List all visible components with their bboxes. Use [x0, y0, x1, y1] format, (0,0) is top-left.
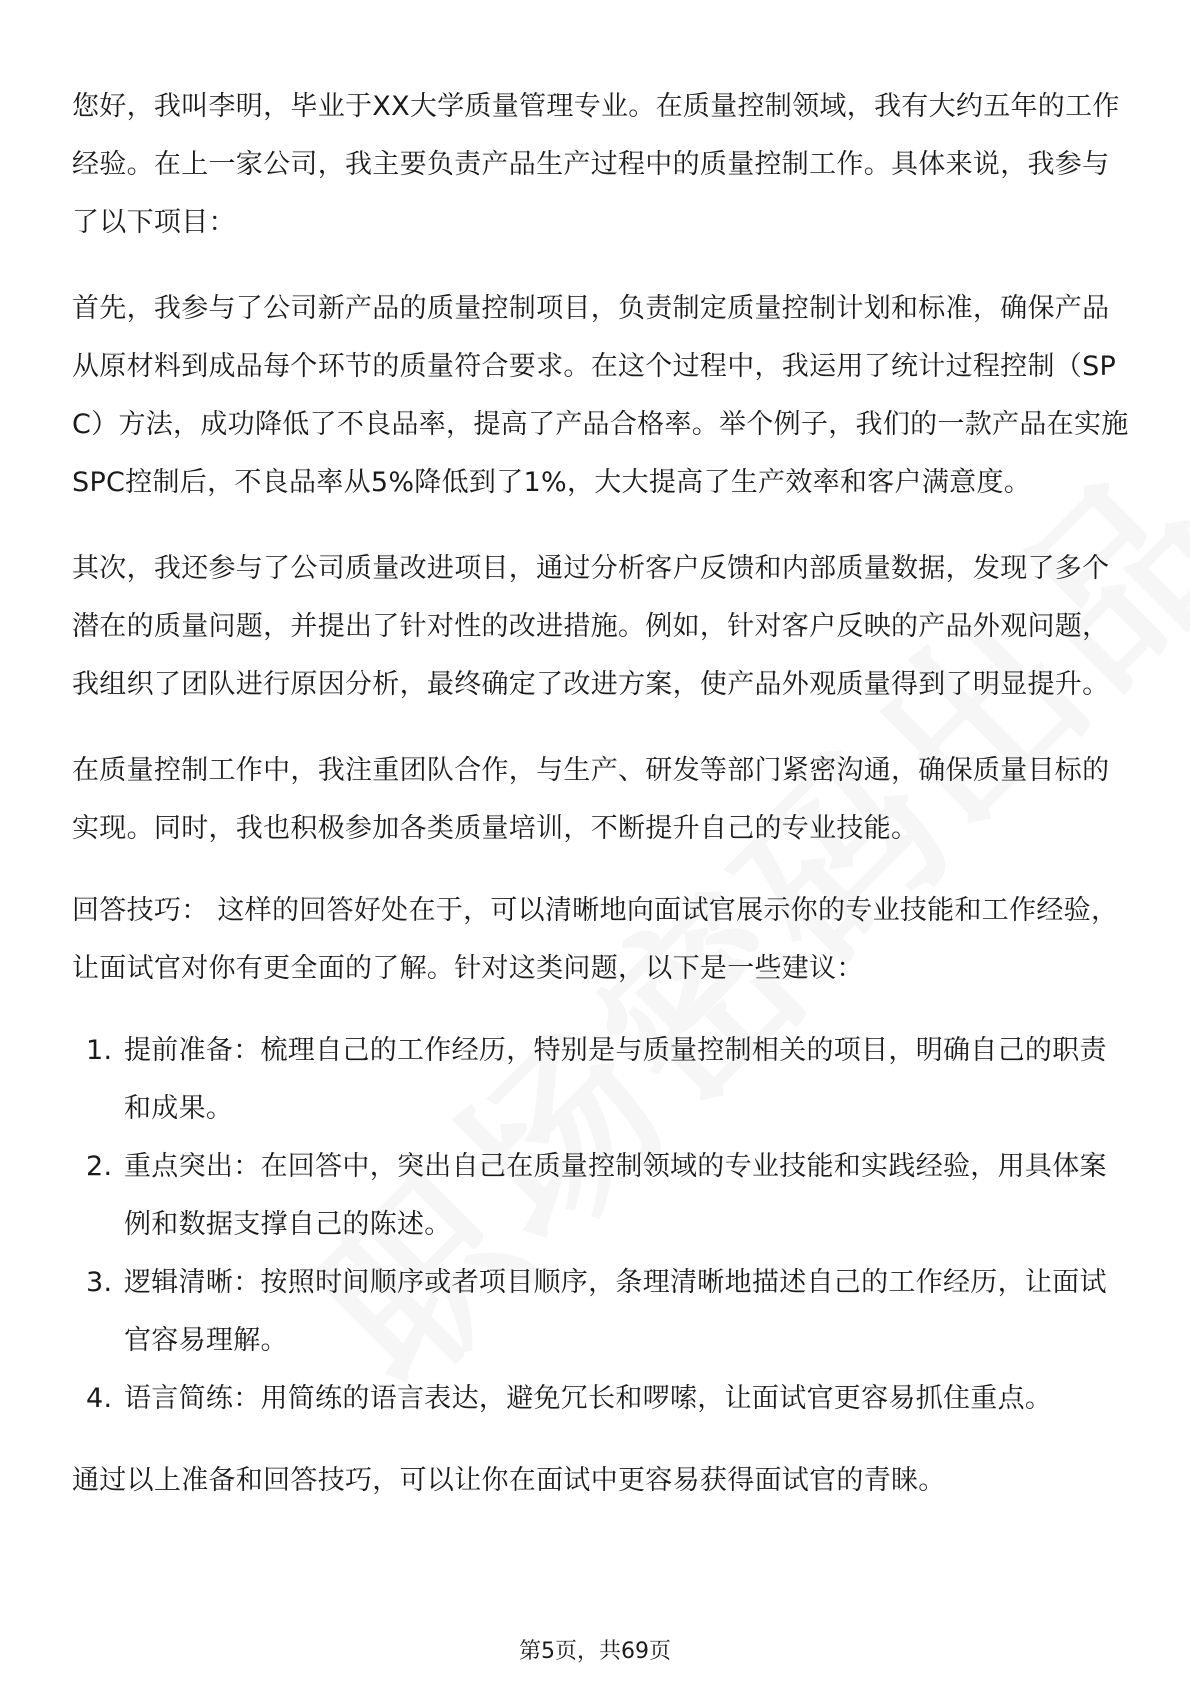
list-item — [72, 1022, 1132, 1138]
project-two-paragraph: 其次，我还参与了公司质量改进项目，通过分析客户反馈和内部质量数据，发现了多个潜在的质量问题，并提出了针对性的改进措施。例如，针对客户反映的产品外观问题，我组织了团队进行原因分析，最终确定了改进方案，使产品外观质量得到了明显提升。 — [72, 553, 1110, 700]
list-number: 3. — [86, 1267, 113, 1298]
closing-paragraph: 通过以上准备和回答技巧，可以让你在面试中更容易获得面试官的青睐。 — [72, 1465, 946, 1496]
intro-paragraph: 您好，我叫李明，毕业于XX大学质量管理专业。在质量控制领域，我有大约五年的工作经验。在上一家公司，我主要负责产品生产过程中的质量控制工作。具体来说，我参与了以下项目： — [72, 91, 1120, 238]
teamwork-paragraph: 在质量控制工作中，我注重团队合作，与生产、研发等部门紧密沟通，确保质量目标的实现。同时，我也积极参加各类质量培训，不断提升自己的专业技能。 — [72, 755, 1110, 844]
document-body — [72, 78, 1132, 1510]
list-item — [72, 1138, 1132, 1254]
page-footer: 第5页，共69页 — [519, 1639, 671, 1664]
list-item-text: 逻辑清晰：按照时间顺序或者项目顺序，条理清晰地描述自己的工作经历，让面试官容易理解。 — [124, 1267, 1107, 1356]
list-item — [72, 1254, 1132, 1370]
list-item-text: 语言简练：用简练的语言表达，避免冗长和啰嗦，让面试官更容易抓住重点。 — [124, 1383, 1053, 1414]
list-number: 1. — [86, 1035, 113, 1066]
tips-list — [72, 1022, 1132, 1428]
project-one-paragraph: 首先，我参与了公司新产品的质量控制项目，负责制定质量控制计划和标准，确保产品从原材料到成品每个环节的质量符合要求。在这个过程中，我运用了统计过程控制（SPC）方法，成功降低了不良品率，提高了产品合格率。举个例子，我们的一款产品在实施SPC控制后，不良品率从5%降低到了1%，大大提高了生产效率和客户满意度。 — [72, 293, 1129, 498]
list-item — [72, 1370, 1132, 1428]
list-item-text: 重点突出：在回答中，突出自己在质量控制领域的专业技能和实践经验，用具体案例和数据支撑自己的陈述。 — [124, 1151, 1107, 1240]
answer-tips-paragraph: 回答技巧： 这样的回答好处在于，可以清晰地向面试官展示你的专业技能和工作经验，让面试官对你有更全面的了解。针对这类问题，以下是一些建议： — [72, 895, 1119, 984]
list-number: 2. — [86, 1151, 113, 1182]
list-number: 4. — [86, 1383, 113, 1414]
list-item-text: 提前准备：梳理自己的工作经历，特别是与质量控制相关的项目，明确自己的职责和成果。 — [124, 1035, 1107, 1124]
